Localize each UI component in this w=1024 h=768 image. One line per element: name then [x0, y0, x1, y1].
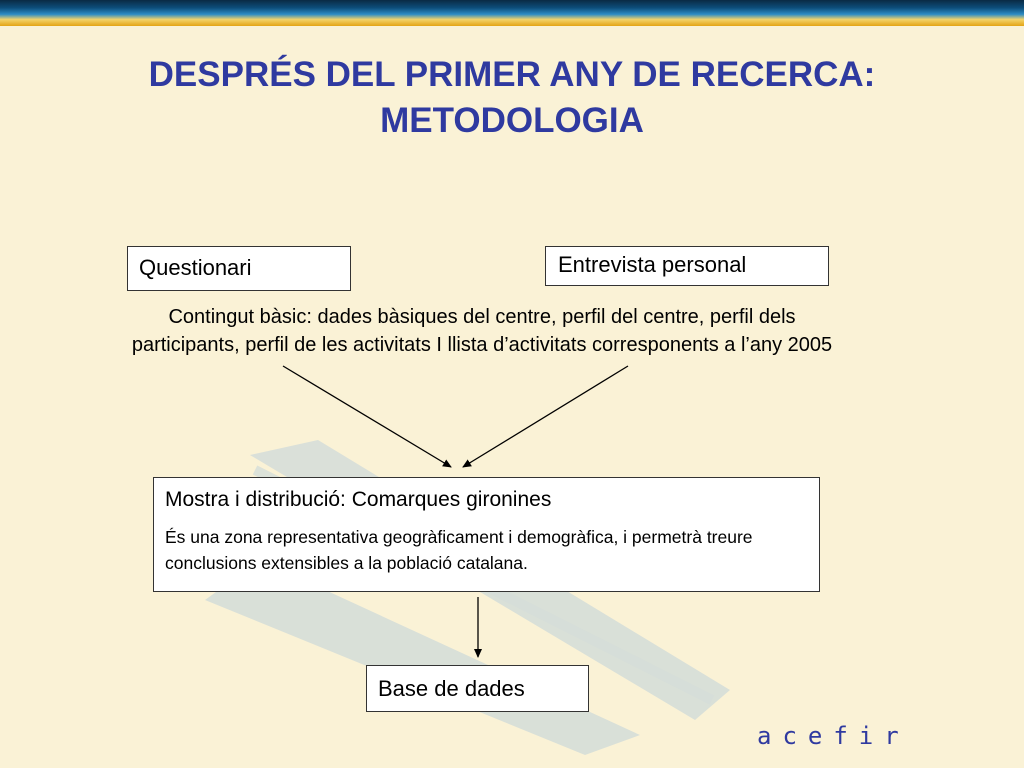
mostra-box [153, 477, 820, 592]
arrow-left-to-mostra [283, 366, 451, 467]
base-de-dades-box: Base de dades [366, 665, 589, 712]
questionari-box: Questionari [127, 246, 351, 291]
mostra-body: És una zona representativa geogràficament i demogràfica, i permetrà treure conclusions extensibles a la població catalana. [165, 527, 753, 573]
mostra-heading: Mostra i distribució: Comarques gironines [165, 488, 552, 511]
entrevista-box: Entrevista personal [545, 246, 829, 286]
arrow-right-to-mostra [463, 366, 628, 467]
acefir-logo: acefir [757, 722, 910, 750]
slide-title-line2: METODOLOGIA [380, 101, 644, 140]
content-description: Contingut bàsic: dades bàsiques del centre, perfil del centre, perfil dels participants, perfil de les activitats I llista d’activitats corresponents a l’any 2005 [131, 306, 833, 356]
slide-title-line1: DESPRÉS DEL PRIMER ANY DE RECERCA: [148, 55, 876, 94]
